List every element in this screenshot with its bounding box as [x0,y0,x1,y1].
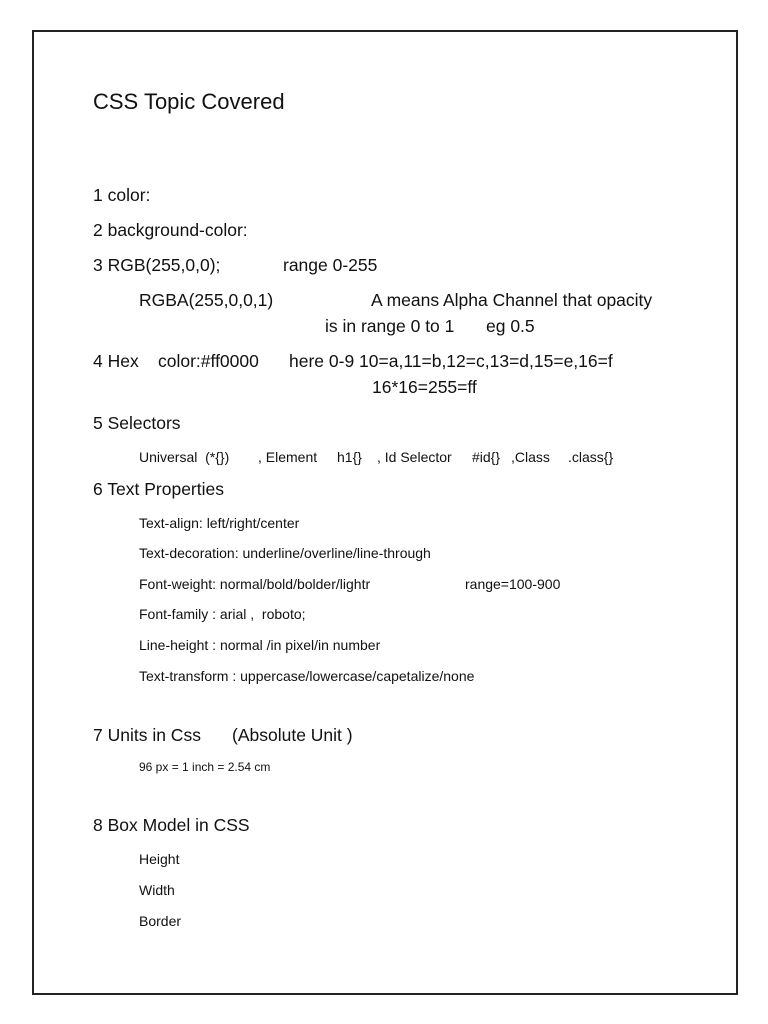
rgba-note-line1: A means Alpha Channel that opacity [371,290,653,310]
box-model-item: Height [139,851,180,867]
text-align-line: Text-align: left/right/center [139,515,300,531]
rgba-example: eg 0.5 [486,316,535,336]
topic-background-color: 2 background-color: [93,220,248,240]
rgba-note-line2: is in range 0 to 1 [325,316,455,336]
font-weight-range: range=100-900 [465,576,561,592]
hex-note: here 0-9 10=a,11=b,12=c,13=d,15=e,16=f [289,351,613,371]
rgb-range: range 0-255 [283,255,378,275]
page-border [32,30,738,995]
text-transform-line: Text-transform : uppercase/lowercase/capetalize/none [139,668,475,684]
document-title: CSS Topic Covered [93,89,285,114]
selector-element: , Element [258,449,318,465]
hex-value: color:#ff0000 [158,351,259,371]
font-family-line: Font-family : arial , roboto; [139,606,306,622]
selector-element-example: h1{} [337,449,362,465]
selector-id-example: #id{} [472,449,501,465]
selector-universal: Universal (*{}) [139,449,230,465]
topic-selectors: 5 Selectors [93,413,181,433]
box-model-item: Border [139,913,182,929]
topic-hex: 4 Hex [93,351,139,371]
topic-units: 7 Units in Css [93,725,201,745]
topic-rgb: 3 RGB(255,0,0); [93,255,221,275]
font-weight-line: Font-weight: normal/bold/bolder/lightr [139,576,371,592]
units-subheading: (Absolute Unit ) [232,725,353,745]
box-model-item: Width [139,882,175,898]
selector-id: , Id Selector [377,449,452,465]
selector-class: ,Class [511,449,550,465]
topic-color: 1 color: [93,185,151,205]
hex-note-line2: 16*16=255=ff [372,377,477,397]
selector-class-example: .class{} [568,449,614,465]
topic-text-properties: 6 Text Properties [93,479,224,499]
units-conversion: 96 px = 1 inch = 2.54 cm [139,760,271,774]
topic-box-model: 8 Box Model in CSS [93,815,250,835]
line-height-line: Line-height : normal /in pixel/in number [139,637,381,653]
rgba-label: RGBA(255,0,0,1) [139,290,274,310]
text-decoration-line: Text-decoration: underline/overline/line-through [139,545,431,561]
